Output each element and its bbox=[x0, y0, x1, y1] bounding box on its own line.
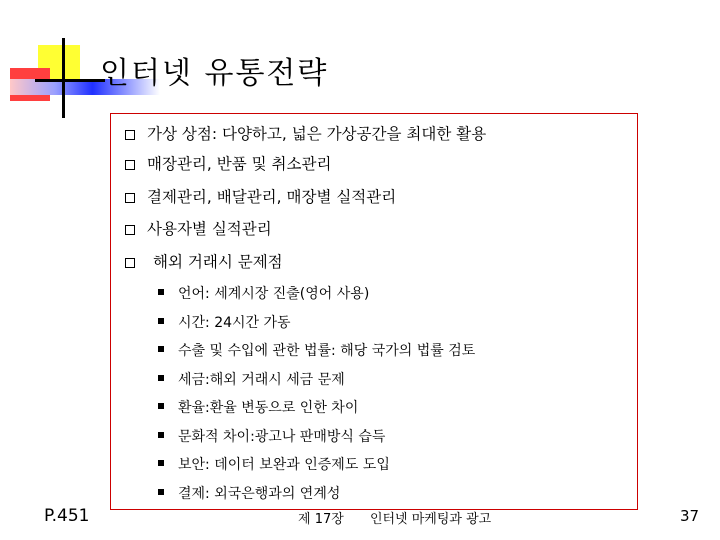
sub-bullet-item bbox=[158, 483, 340, 503]
filled-square-bullet-icon bbox=[158, 489, 164, 495]
bullet-item bbox=[125, 152, 331, 174]
slide-number: 37 bbox=[680, 507, 700, 525]
sub-bullet-item bbox=[158, 340, 475, 360]
sub-bullet-text: 시간: 24시간 가동 bbox=[178, 315, 291, 331]
sub-bullet-text: 보안: 데이터 보완과 인증제도 도입 bbox=[178, 457, 390, 473]
slide-title: 인터넷 유통전략 bbox=[100, 56, 329, 91]
bullet-item bbox=[125, 217, 272, 239]
sub-bullet-text: 세금:해외 거래시 세금 문제 bbox=[178, 372, 345, 388]
sub-bullet-item bbox=[158, 426, 385, 446]
bullet-text: 가상 상점: 다양하고, 넓은 가상공간을 최대한 활용 bbox=[147, 125, 487, 143]
hollow-square-bullet-icon bbox=[125, 225, 135, 235]
sub-bullet-item bbox=[158, 283, 369, 303]
filled-square-bullet-icon bbox=[158, 346, 164, 352]
sub-bullet-text: 결제: 외국은행과의 연계성 bbox=[178, 486, 341, 502]
hollow-square-bullet-icon bbox=[125, 258, 135, 268]
filled-square-bullet-icon bbox=[158, 432, 164, 438]
title-decoration-vertical-line bbox=[62, 38, 65, 118]
sub-bullet-item bbox=[158, 397, 358, 417]
hollow-square-bullet-icon bbox=[125, 193, 135, 203]
bullet-text: 매장관리, 반품 및 취소관리 bbox=[147, 155, 332, 173]
sub-bullet-text: 문화적 차이:광고나 판매방식 습득 bbox=[178, 429, 386, 445]
bullet-text: 해외 거래시 문제점 bbox=[153, 253, 283, 271]
filled-square-bullet-icon bbox=[158, 460, 164, 466]
footer-chapter bbox=[298, 508, 491, 527]
filled-square-bullet-icon bbox=[158, 289, 164, 295]
footer-chapter-title: 인터넷 마케팅과 광고 bbox=[369, 512, 492, 527]
filled-square-bullet-icon bbox=[158, 318, 164, 324]
sub-bullet-item bbox=[158, 369, 345, 389]
hollow-square-bullet-icon bbox=[125, 130, 135, 140]
bullet-item bbox=[125, 185, 396, 207]
sub-bullet-item bbox=[158, 312, 291, 332]
bullet-text: 결제관리, 배달관리, 매장별 실적관리 bbox=[147, 188, 397, 206]
filled-square-bullet-icon bbox=[158, 375, 164, 381]
sub-bullet-text: 환율:환율 변동으로 인한 차이 bbox=[178, 400, 359, 416]
sub-bullet-item bbox=[158, 454, 390, 474]
hollow-square-bullet-icon bbox=[125, 160, 135, 170]
footer-page-reference: P.451 bbox=[44, 506, 90, 526]
sub-bullet-text: 언어: 세계시장 진출(영어 사용) bbox=[178, 286, 370, 302]
filled-square-bullet-icon bbox=[158, 403, 164, 409]
sub-bullet-text: 수출 및 수입에 관한 법률: 해당 국가의 법률 검토 bbox=[178, 343, 476, 359]
title-decoration-horizontal-line bbox=[35, 79, 105, 82]
bullet-text: 사용자별 실적관리 bbox=[147, 220, 272, 238]
footer-chapter-number: 제 17장 bbox=[298, 512, 344, 527]
bullet-item bbox=[125, 250, 283, 272]
bullet-item bbox=[125, 122, 486, 144]
